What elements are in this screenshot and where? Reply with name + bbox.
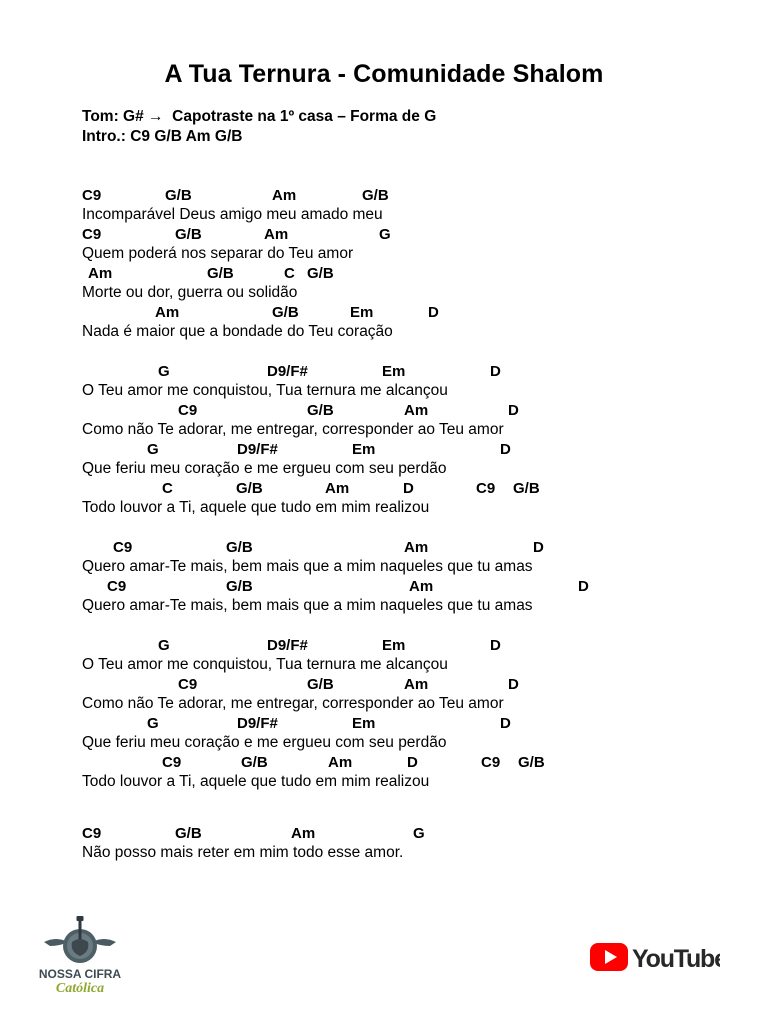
lyric-line: Quero amar-Te mais, bem mais que a mim naqueles que tu amas — [82, 597, 533, 614]
chord: C9 — [476, 480, 496, 497]
logo-line2: Católica — [55, 981, 105, 996]
chord: C9 — [107, 578, 127, 595]
intro-line: Intro.: C9 G/B Am G/B — [82, 128, 243, 145]
lyric-line: Incomparável Deus amigo meu amado meu — [82, 206, 383, 223]
chord: D — [500, 441, 511, 458]
chord: Am — [409, 578, 434, 595]
chord: Am — [404, 676, 429, 693]
chord: D — [407, 754, 418, 771]
lyric-line: Quero amar-Te mais, bem mais que a mim naqueles que tu amas — [82, 558, 533, 575]
chord: C9 — [178, 676, 198, 693]
lyric-line: Todo louvor a Ti, aquele que tudo em mim realizou — [82, 499, 430, 516]
chord: Em — [350, 304, 374, 321]
chord: D9/F# — [237, 715, 278, 732]
chord: G — [147, 715, 159, 732]
chord: G/B — [362, 187, 389, 204]
chord: D — [428, 304, 439, 321]
chord: C9 — [481, 754, 501, 771]
chord: D9/F# — [267, 363, 308, 380]
arrow-right-icon: → — [148, 108, 164, 125]
chord: G/B — [236, 480, 263, 497]
chord: G/B — [165, 187, 192, 204]
chord: Am — [272, 187, 297, 204]
youtube-icon — [588, 938, 720, 978]
chord: C — [284, 265, 295, 282]
song-title: A Tua Ternura - Comunidade Shalom — [164, 60, 604, 88]
lyric-line: Todo louvor a Ti, aquele que tudo em mim realizou — [82, 773, 430, 790]
chord: C9 — [82, 226, 102, 243]
chord: C9 — [82, 825, 102, 842]
chord: Am — [155, 304, 180, 321]
chord: G — [379, 226, 391, 243]
key-label: Tom: G# — [82, 108, 144, 125]
chord: G/B — [518, 754, 545, 771]
chord: G/B — [175, 825, 202, 842]
lyric-line: Nada é maior que a bondade do Teu coração — [82, 323, 393, 340]
lyric-line: Que feriu meu coração e me ergueu com seu perdão — [82, 460, 447, 477]
chord: G/B — [307, 676, 334, 693]
chord: Em — [352, 441, 376, 458]
youtube-logo — [588, 938, 720, 978]
capo-text: Capotraste na 1º casa – Forma de G — [172, 108, 437, 125]
nossa-cifra-logo — [38, 912, 122, 996]
chord: G/B — [307, 265, 334, 282]
chord: Am — [328, 754, 353, 771]
chord: D — [490, 637, 501, 654]
chord: C — [162, 480, 173, 497]
chord: D — [533, 539, 544, 556]
chord: D — [403, 480, 414, 497]
chord: D — [500, 715, 511, 732]
chord: G/B — [226, 539, 253, 556]
chord: G/B — [272, 304, 299, 321]
chord: D — [508, 402, 519, 419]
chord: C9 — [178, 402, 198, 419]
chord: Em — [352, 715, 376, 732]
chord: D9/F# — [267, 637, 308, 654]
chord: D — [578, 578, 589, 595]
chord: G/B — [307, 402, 334, 419]
chord: G — [413, 825, 425, 842]
lyric-line: O Teu amor me conquistou, Tua ternura me alcançou — [82, 382, 448, 399]
chord: Em — [382, 637, 406, 654]
chord: G/B — [513, 480, 540, 497]
chord: Am — [88, 265, 113, 282]
chord: Am — [404, 539, 429, 556]
chord: G/B — [241, 754, 268, 771]
chord: C9 — [82, 187, 102, 204]
chord: C9 — [113, 539, 133, 556]
lyric-line: O Teu amor me conquistou, Tua ternura me alcançou — [82, 656, 448, 673]
key-line — [82, 108, 436, 126]
chord: C9 — [162, 754, 182, 771]
chord: Am — [404, 402, 429, 419]
chord: Em — [382, 363, 406, 380]
logo-line1: NOSSA CIFRA — [38, 967, 122, 981]
lyric-line: Como não Te adorar, me entregar, corresponder ao Teu amor — [82, 421, 504, 438]
chord: D — [490, 363, 501, 380]
chord: D9/F# — [237, 441, 278, 458]
lyric-line: Que feriu meu coração e me ergueu com seu perdão — [82, 734, 447, 751]
chord: Am — [325, 480, 350, 497]
chord: G/B — [207, 265, 234, 282]
lyric-line: Quem poderá nos separar do Teu amor — [82, 245, 354, 262]
chord: Am — [291, 825, 316, 842]
chord: D — [508, 676, 519, 693]
lyric-line: Morte ou dor, guerra ou solidão — [82, 284, 298, 301]
lyric-line: Não posso mais reter em mim todo esse amor. — [82, 844, 404, 861]
chord: G — [147, 441, 159, 458]
lyric-line: Como não Te adorar, me entregar, corresponder ao Teu amor — [82, 695, 504, 712]
chord: Am — [264, 226, 289, 243]
chord: G — [158, 637, 170, 654]
chord: G/B — [226, 578, 253, 595]
youtube-label: YouTube — [632, 945, 720, 973]
chord: G — [158, 363, 170, 380]
chord: G/B — [175, 226, 202, 243]
